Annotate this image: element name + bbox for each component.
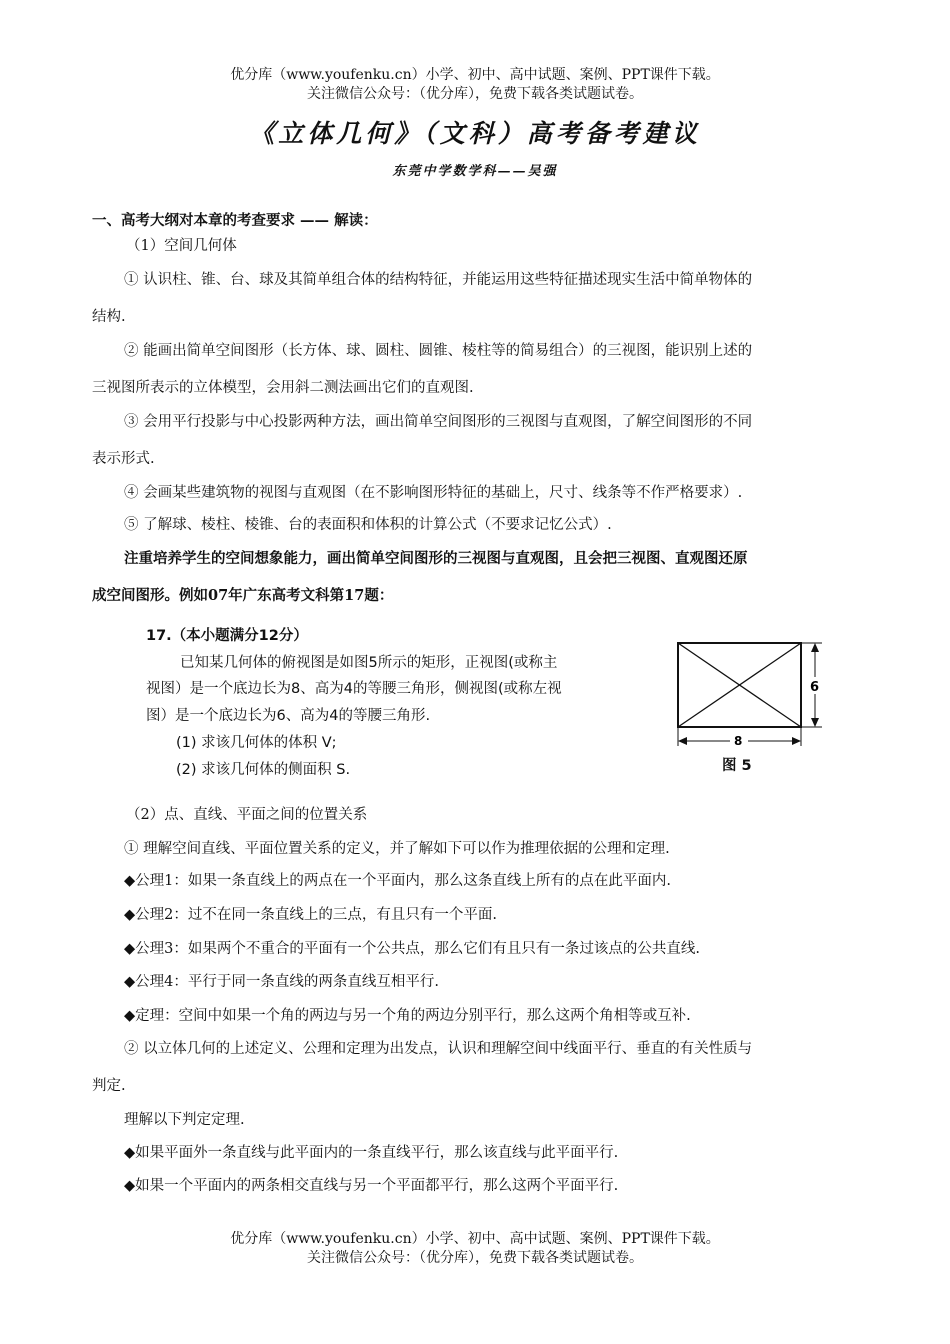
- figure-arrow-up: [811, 643, 819, 652]
- section2-item1: ① 理解空间直线、平面位置关系的定义，并了解如下可以作为推理依据的公理和定理.: [124, 841, 670, 857]
- header-line-1: 优分库（www.youfenku.cn）小学、初中、高中试题、案例、PPT课件下载。: [230, 67, 720, 83]
- theorem: ◆定理：空间中如果一个角的两边与另一个角的两边分别平行，那么这两个角相等或互补.: [124, 1008, 691, 1024]
- axiom-1: ◆公理1：如果一条直线上的两点在一个平面内，那么这条直线上所有的点在此平面内.: [124, 873, 671, 889]
- emphasis-line1: 注重培养学生的空间想象能力，画出简单空间图形的三视图与直观图，且会把三视图、直观图还原: [124, 550, 748, 567]
- axiom-2: ◆公理2：过不在同一条直线上的三点，有且只有一个平面.: [124, 907, 497, 923]
- figure-arrow-down: [811, 718, 819, 727]
- figure-caption: 图 5: [722, 758, 752, 774]
- judgement-theorem-2: ◆如果一个平面内的两条相交直线与另一个平面都平行，那么这两个平面平行.: [124, 1178, 619, 1194]
- judgement-theorem-1: ◆如果平面外一条直线与此平面内的一条直线平行，那么该直线与此平面平行.: [124, 1145, 619, 1161]
- section2-item2-line2: 判定.: [92, 1078, 126, 1094]
- axiom-3: ◆公理3：如果两个不重合的平面有一个公共点，那么它们有且只有一条过该点的公共直线.: [124, 941, 700, 957]
- header-line-2: 关注微信公众号：（优分库），免费下载各类试题试卷。: [307, 86, 643, 102]
- section1-item3-line2: 表示形式.: [92, 451, 155, 467]
- figure-height-label: 6: [810, 680, 820, 695]
- page-footer: [0, 1230, 950, 1268]
- section1-item3-line1: ③ 会用平行投影与中心投影两种方法，画出简单空间图形的三视图与直观图，了解空间图形的不同: [124, 414, 753, 430]
- section1-subheading: （1）空间几何体: [126, 238, 237, 254]
- section1-item1-line1: ① 认识柱、锥、台、球及其简单组合体的结构特征，并能运用这些特征描述现实生活中简单物体的: [124, 272, 753, 288]
- document-title: 《立体几何》（文科）高考备考建议: [249, 119, 701, 148]
- figure-arrow-right: [792, 737, 801, 745]
- section1-item1-line2: 结构.: [92, 309, 126, 325]
- figure-5-rectangle-diagram: [672, 632, 832, 782]
- section1-item2-line1: ② 能画出简单空间图形（长方体、球、圆柱、圆锥、棱柱等的简易组合）的三视图，能识别上述的: [124, 343, 753, 359]
- page-header: [0, 66, 950, 104]
- figure-width-label: 8: [734, 734, 743, 748]
- section1-item4: ④ 会画某些建筑物的视图与直观图（在不影响图形特征的基础上，尺寸、线条等不作严格要求）.: [124, 485, 743, 501]
- emphasis-line2: 成空间图形。例如07年广东高考文科第17题：: [92, 587, 394, 604]
- footer-line-2: 关注微信公众号：（优分库），免费下载各类试题试卷。: [307, 1250, 643, 1266]
- section1-item5: ⑤ 了解球、棱柱、棱锥、台的表面积和体积的计算公式（不要求记忆公式）.: [124, 517, 612, 533]
- section1-heading: 一、高考大纲对本章的考查要求 —— 解读：: [92, 212, 378, 229]
- footer-line-1: 优分库（www.youfenku.cn）小学、初中、高中试题、案例、PPT课件下载。: [230, 1231, 720, 1247]
- section2-intro-judgement: 理解以下判定定理.: [124, 1112, 245, 1128]
- section2-item2-line1: ② 以立体几何的上述定义、公理和定理为出发点，认识和理解空间中线面平行、垂直的有关性质与: [124, 1041, 753, 1057]
- section1-item2-line2: 三视图所表示的立体模型，会用斜二测法画出它们的直观图.: [92, 380, 474, 396]
- problem-number: 17.（本小题满分12分）: [146, 628, 308, 644]
- problem-text-line3: 图）是一个底边长为6、高为4的等腰三角形.: [146, 708, 431, 724]
- problem-question-1: (1) 求该几何体的体积 V;: [176, 735, 337, 751]
- figure-arrow-left: [678, 737, 687, 745]
- problem-text-line2: 视图）是一个底边长为8、高为4的等腰三角形，侧视图(或称左视: [146, 681, 562, 697]
- problem-text-line1: 已知某几何体的俯视图是如图5所示的矩形，正视图(或称主: [180, 655, 558, 671]
- axiom-4: ◆公理4：平行于同一条直线的两条直线互相平行.: [124, 974, 439, 990]
- section2-subheading: （2）点、直线、平面之间的位置关系: [126, 807, 368, 823]
- problem-question-2: (2) 求该几何体的侧面积 S.: [176, 762, 351, 778]
- document-author: 东莞中学数学科——吴强: [392, 164, 558, 179]
